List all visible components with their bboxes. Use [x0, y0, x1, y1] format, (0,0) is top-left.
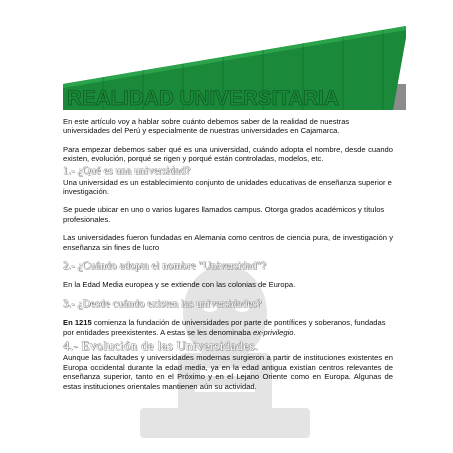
section-1-paragraph-2: Se puede ubicar en uno o varios lugares llamados campus. Otorga grados académicos y títulos profesionales.	[63, 205, 385, 224]
section-1-paragraph-3: Las universidades fueron fundadas en Alemania como centros de ciencia pura, de investigación y enseñanza sin fines de lucro	[63, 233, 393, 252]
banner-graphic	[63, 24, 406, 110]
intro-paragraph-2: Para empezar debemos saber qué es una universidad, cuándo adopta el nombre, desde cuando existen, evolución, porqué se rigen y porqué están controladas, modelos, etc.	[63, 144, 393, 164]
section-2-paragraph-1: En la Edad Media europea y se extiende con las colonias de Europa.	[63, 280, 296, 290]
heading-section-1: 1.- ¿Qué es una universidad?	[63, 164, 191, 177]
section-3-end: .	[293, 327, 296, 337]
heading-section-2: 2.- ¿Cuándo adopta el nombre "Universidad"?	[63, 260, 267, 273]
section-1-paragraph-1: Una universidad es un establecimiento conjunto de unidades educativas de enseñanza superior e investigación.	[63, 177, 392, 197]
section-3-year: En 1215	[63, 318, 92, 328]
heading-section-4: 4.- Evolución de las Universidades.	[63, 338, 259, 354]
section-3-text: comienza la fundación de universidades por parte de pontífices y soberanos, fundadas por entidades preexistentes. A estas se les denominaba	[63, 318, 386, 337]
article-body	[63, 117, 393, 391]
section-3-italic-term: ex-privilegio	[252, 327, 294, 337]
heading-section-3: 3.- ¿Desde cuándo existen las universidades?	[63, 298, 262, 311]
section-3-paragraph-1	[63, 318, 393, 337]
title-banner	[63, 24, 406, 110]
banner-title: REALIDAD UNIVERSITARIA	[67, 87, 339, 110]
section-4-paragraph-1: Aunque las facultades y universidades modernas surgieron a partir de instituciones existentes en Europa occidental durante la edad media, ya en la edad antigua existían centros relevantes de enseñanza superior, tanto en el Próximo y en el Lejano Oriente como en Europa. Algunas de estas instituciones orientales mantienen aún su actividad.	[63, 353, 393, 391]
intro-paragraph-1: En este artículo voy a hablar sobre cuánto debemos saber de la realidad de nuestras universidades del Perú y especialmente de nuestras universidades en Cajamarca.	[63, 117, 350, 136]
